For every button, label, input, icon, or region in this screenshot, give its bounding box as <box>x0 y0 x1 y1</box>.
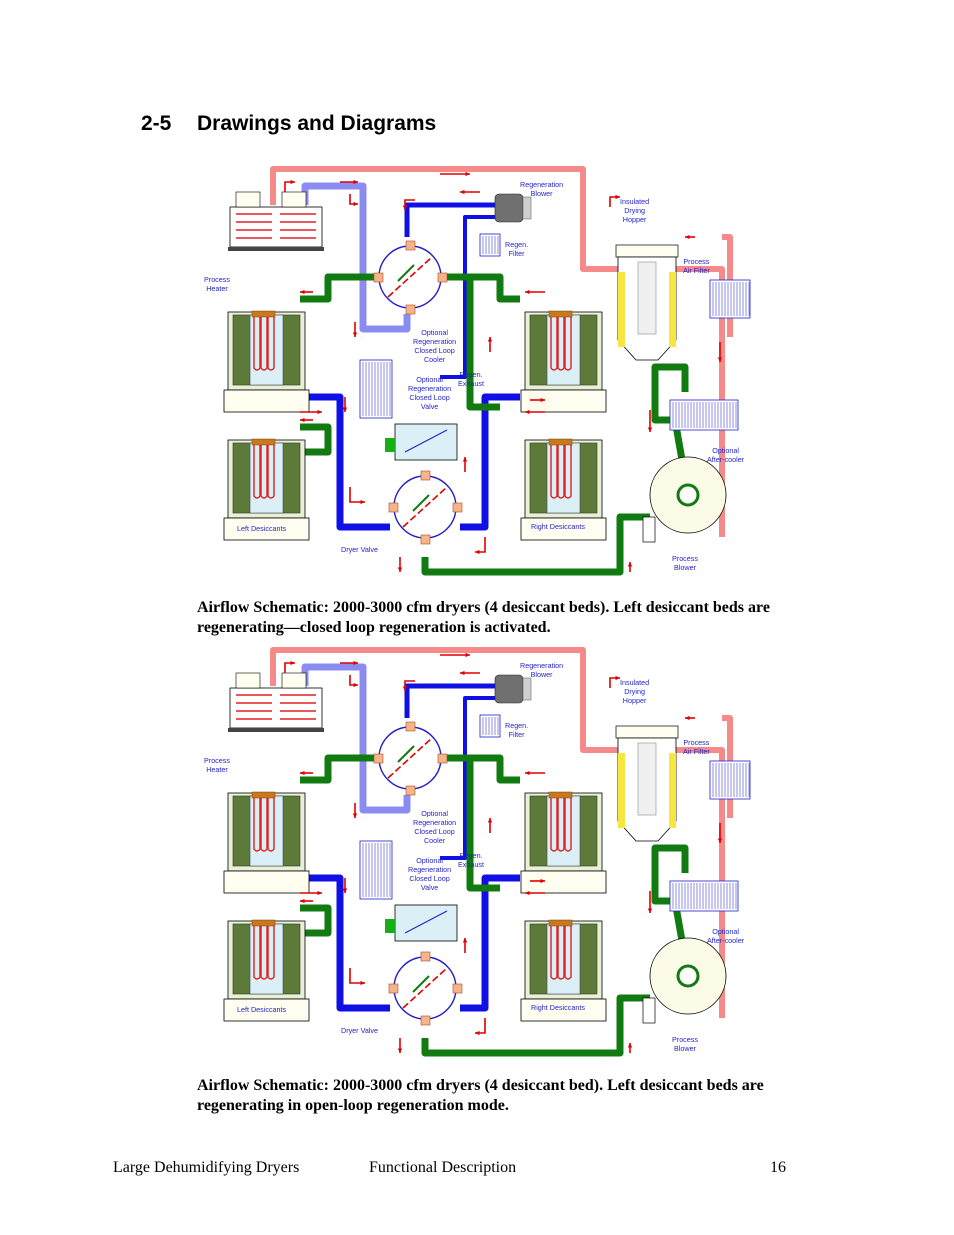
flow-arrow <box>463 938 467 953</box>
dry-air-left-upper <box>300 277 380 299</box>
footer-doc-title: Large Dehumidifying Dryers <box>113 1159 300 1176</box>
label-after-cooler <box>707 927 744 945</box>
regen-blower-line <box>407 686 495 718</box>
regen-filter <box>480 715 500 737</box>
label-regeneration-blower <box>520 661 563 679</box>
label-closed-loop-valve <box>408 856 451 892</box>
label-regen-exhaust <box>458 851 484 869</box>
dryer-valve <box>389 952 462 1025</box>
closed-loop-cooler <box>360 841 392 899</box>
insulated-drying-hopper <box>616 726 678 841</box>
label-process-air-filter-line: Air Filter <box>683 747 710 756</box>
label-closed-loop-valve-line: Closed Loop <box>409 393 450 402</box>
regen-filter <box>480 234 500 256</box>
label-closed-loop-cooler-line: Cooler <box>423 836 446 845</box>
flow-arrow <box>460 190 480 194</box>
airflow-schematic-open-loop <box>200 643 760 1063</box>
label-process-air-filter-line: Air Filter <box>683 266 710 275</box>
section-number: 2-5 <box>141 112 172 135</box>
label-process-heater-line: Process <box>204 275 230 284</box>
label-closed-loop-cooler-line: Closed Loop <box>414 827 455 836</box>
after-cooler <box>670 881 738 911</box>
label-closed-loop-valve-line: Regeneration <box>408 384 452 393</box>
label-process-air-filter <box>683 257 710 275</box>
label-insulated-drying-hopper-line: Drying <box>624 687 645 696</box>
label-process-heater <box>204 275 230 293</box>
closed-loop-valve <box>385 905 457 941</box>
flow-arrow <box>628 1043 632 1053</box>
label-process-blower-line: Process <box>672 1035 698 1044</box>
dry-air-left-upper <box>300 758 380 780</box>
label-closed-loop-cooler-line: Optional <box>421 328 448 337</box>
closed-loop-valve <box>385 424 457 460</box>
label-insulated-drying-hopper-line: Hopper <box>622 215 647 224</box>
label-dryer-valve <box>341 1026 378 1035</box>
regen-blower-line <box>407 205 495 237</box>
process-air-filter <box>710 280 750 318</box>
regeneration-blower <box>495 194 531 222</box>
label-dryer-valve <box>341 545 378 554</box>
process-blower <box>643 938 726 1023</box>
label-closed-loop-cooler <box>413 809 456 845</box>
label-left-desiccants-line: Left Desiccants <box>237 1005 287 1014</box>
flow-arrow <box>685 235 695 239</box>
footer-page-number: 16 <box>770 1159 786 1176</box>
label-closed-loop-cooler-line: Cooler <box>423 355 446 364</box>
label-process-heater <box>204 756 230 774</box>
label-closed-loop-valve-line: Optional <box>416 375 443 384</box>
label-process-air-filter-line: Process <box>683 257 710 266</box>
label-closed-loop-cooler-line: Regeneration <box>413 818 457 827</box>
caption-open-loop: Airflow Schematic: 2000-3000 cfm dryers (4 desiccant bed). Left desiccant beds are regenerating in open-loop regeneration mode. <box>197 1077 764 1114</box>
flow-arrow <box>398 557 402 572</box>
label-closed-loop-valve-line: Optional <box>416 856 443 865</box>
label-insulated-drying-hopper-line: Hopper <box>622 696 647 705</box>
label-process-air-filter-line: Process <box>683 738 710 747</box>
label-closed-loop-valve-line: Valve <box>420 402 439 411</box>
flow-arrow <box>525 771 545 775</box>
flow-arrow <box>300 899 313 903</box>
label-dryer-valve-line: Dryer Valve <box>341 1026 379 1035</box>
process-air-filter <box>710 761 750 799</box>
label-after-cooler-line: Optional <box>712 927 739 936</box>
flow-arrow <box>285 661 295 673</box>
label-left-desiccants <box>237 524 286 533</box>
label-closed-loop-valve <box>408 375 451 411</box>
flow-arrow <box>685 716 695 720</box>
label-process-blower-line: Process <box>672 554 698 563</box>
label-closed-loop-cooler-line: Optional <box>421 809 448 818</box>
label-closed-loop-cooler-line: Regeneration <box>413 337 457 346</box>
label-regen-filter-line: Filter <box>508 730 525 739</box>
dry-air-right-upper <box>440 758 520 780</box>
label-insulated-drying-hopper <box>620 678 649 705</box>
label-regen-filter <box>505 240 528 258</box>
label-process-air-filter <box>683 738 710 756</box>
label-insulated-drying-hopper-line: Insulated <box>620 197 650 206</box>
process-blower <box>643 457 726 542</box>
flow-arrow <box>610 676 620 688</box>
label-regen-exhaust-line: Regen. <box>459 851 483 860</box>
footer-chapter: Functional Description <box>369 1159 517 1176</box>
label-right-desiccants <box>531 1003 585 1012</box>
regen-right-line <box>460 397 520 527</box>
label-process-heater-line: Heater <box>206 284 228 293</box>
label-insulated-drying-hopper-line: Insulated <box>620 678 650 687</box>
label-regeneration-blower-line: Regeneration <box>520 180 564 189</box>
flow-arrow <box>300 418 313 422</box>
flow-arrow <box>463 457 467 472</box>
label-process-blower <box>672 554 698 572</box>
label-right-desiccants <box>531 522 585 531</box>
label-regen-exhaust <box>458 370 484 388</box>
flow-arrow <box>440 172 470 176</box>
label-after-cooler-line: After-cooler <box>707 455 745 464</box>
flow-arrow <box>440 653 470 657</box>
label-left-desiccants-line: Left Desiccants <box>237 524 287 533</box>
dryer-valve <box>389 471 462 544</box>
label-right-desiccants-line: Right Desiccants <box>531 522 585 531</box>
flow-arrow <box>525 290 545 294</box>
flow-arrow <box>350 487 365 504</box>
label-process-blower-line: Blower <box>673 563 696 572</box>
label-regen-exhaust-line: Regen. <box>459 370 483 379</box>
label-closed-loop-valve-line: Regeneration <box>408 865 452 874</box>
regen-right-line <box>460 878 520 1008</box>
insulated-drying-hopper <box>616 245 678 360</box>
flow-arrow <box>488 818 492 833</box>
label-regen-filter-line: Regen. <box>505 721 529 730</box>
label-process-heater-line: Process <box>204 756 230 765</box>
label-dryer-valve-line: Dryer Valve <box>341 545 379 554</box>
label-regen-filter-line: Regen. <box>505 240 529 249</box>
label-regeneration-blower <box>520 180 563 198</box>
label-regen-filter <box>505 721 528 739</box>
label-after-cooler-line: Optional <box>712 446 739 455</box>
section-title: Drawings and Diagrams <box>197 112 437 135</box>
upper-regeneration-valve <box>374 241 447 314</box>
flow-arrow <box>350 968 365 985</box>
flow-arrow <box>475 1018 485 1035</box>
section-heading <box>141 112 436 136</box>
closed-loop-cooler <box>360 360 392 418</box>
label-process-heater-line: Heater <box>206 765 228 774</box>
after-cooler <box>670 400 738 430</box>
flow-arrow <box>398 1038 402 1053</box>
label-regen-exhaust-line: Exhaust <box>458 860 484 869</box>
dry-air-right-upper <box>440 277 520 299</box>
flow-arrow <box>475 537 485 554</box>
label-regen-exhaust-line: Exhaust <box>458 379 484 388</box>
flow-arrow <box>285 180 295 192</box>
flow-arrow <box>460 671 480 675</box>
label-right-desiccants-line: Right Desiccants <box>531 1003 585 1012</box>
flow-arrow <box>353 322 357 337</box>
label-regeneration-blower-line: Blower <box>530 670 553 679</box>
label-closed-loop-valve-line: Valve <box>420 883 439 892</box>
airflow-schematic-closed-loop <box>200 162 760 582</box>
flow-arrow <box>488 337 492 352</box>
flow-arrow <box>350 675 358 687</box>
flow-arrow <box>628 562 632 572</box>
label-process-blower-line: Blower <box>673 1044 696 1053</box>
label-regeneration-blower-line: Blower <box>530 189 553 198</box>
label-insulated-drying-hopper <box>620 197 649 224</box>
caption-closed-loop: Airflow Schematic: 2000-3000 cfm dryers (4 desiccant beds). Left desiccant beds are regenerating—closed loop regeneration is activated. <box>197 599 770 636</box>
label-closed-loop-cooler-line: Closed Loop <box>414 346 455 355</box>
flow-arrow <box>610 195 620 207</box>
label-process-blower <box>672 1035 698 1053</box>
label-regen-filter-line: Filter <box>508 249 525 258</box>
regeneration-blower <box>495 675 531 703</box>
label-regeneration-blower-line: Regeneration <box>520 661 564 670</box>
flow-arrow <box>353 803 357 818</box>
label-after-cooler <box>707 446 744 464</box>
label-after-cooler-line: After-cooler <box>707 936 745 945</box>
upper-regeneration-valve <box>374 722 447 795</box>
label-closed-loop-cooler <box>413 328 456 364</box>
label-left-desiccants <box>237 1005 286 1014</box>
flow-arrow <box>300 771 313 775</box>
label-closed-loop-valve-line: Closed Loop <box>409 874 450 883</box>
label-insulated-drying-hopper-line: Drying <box>624 206 645 215</box>
flow-arrow <box>300 290 313 294</box>
flow-arrow <box>350 194 358 206</box>
